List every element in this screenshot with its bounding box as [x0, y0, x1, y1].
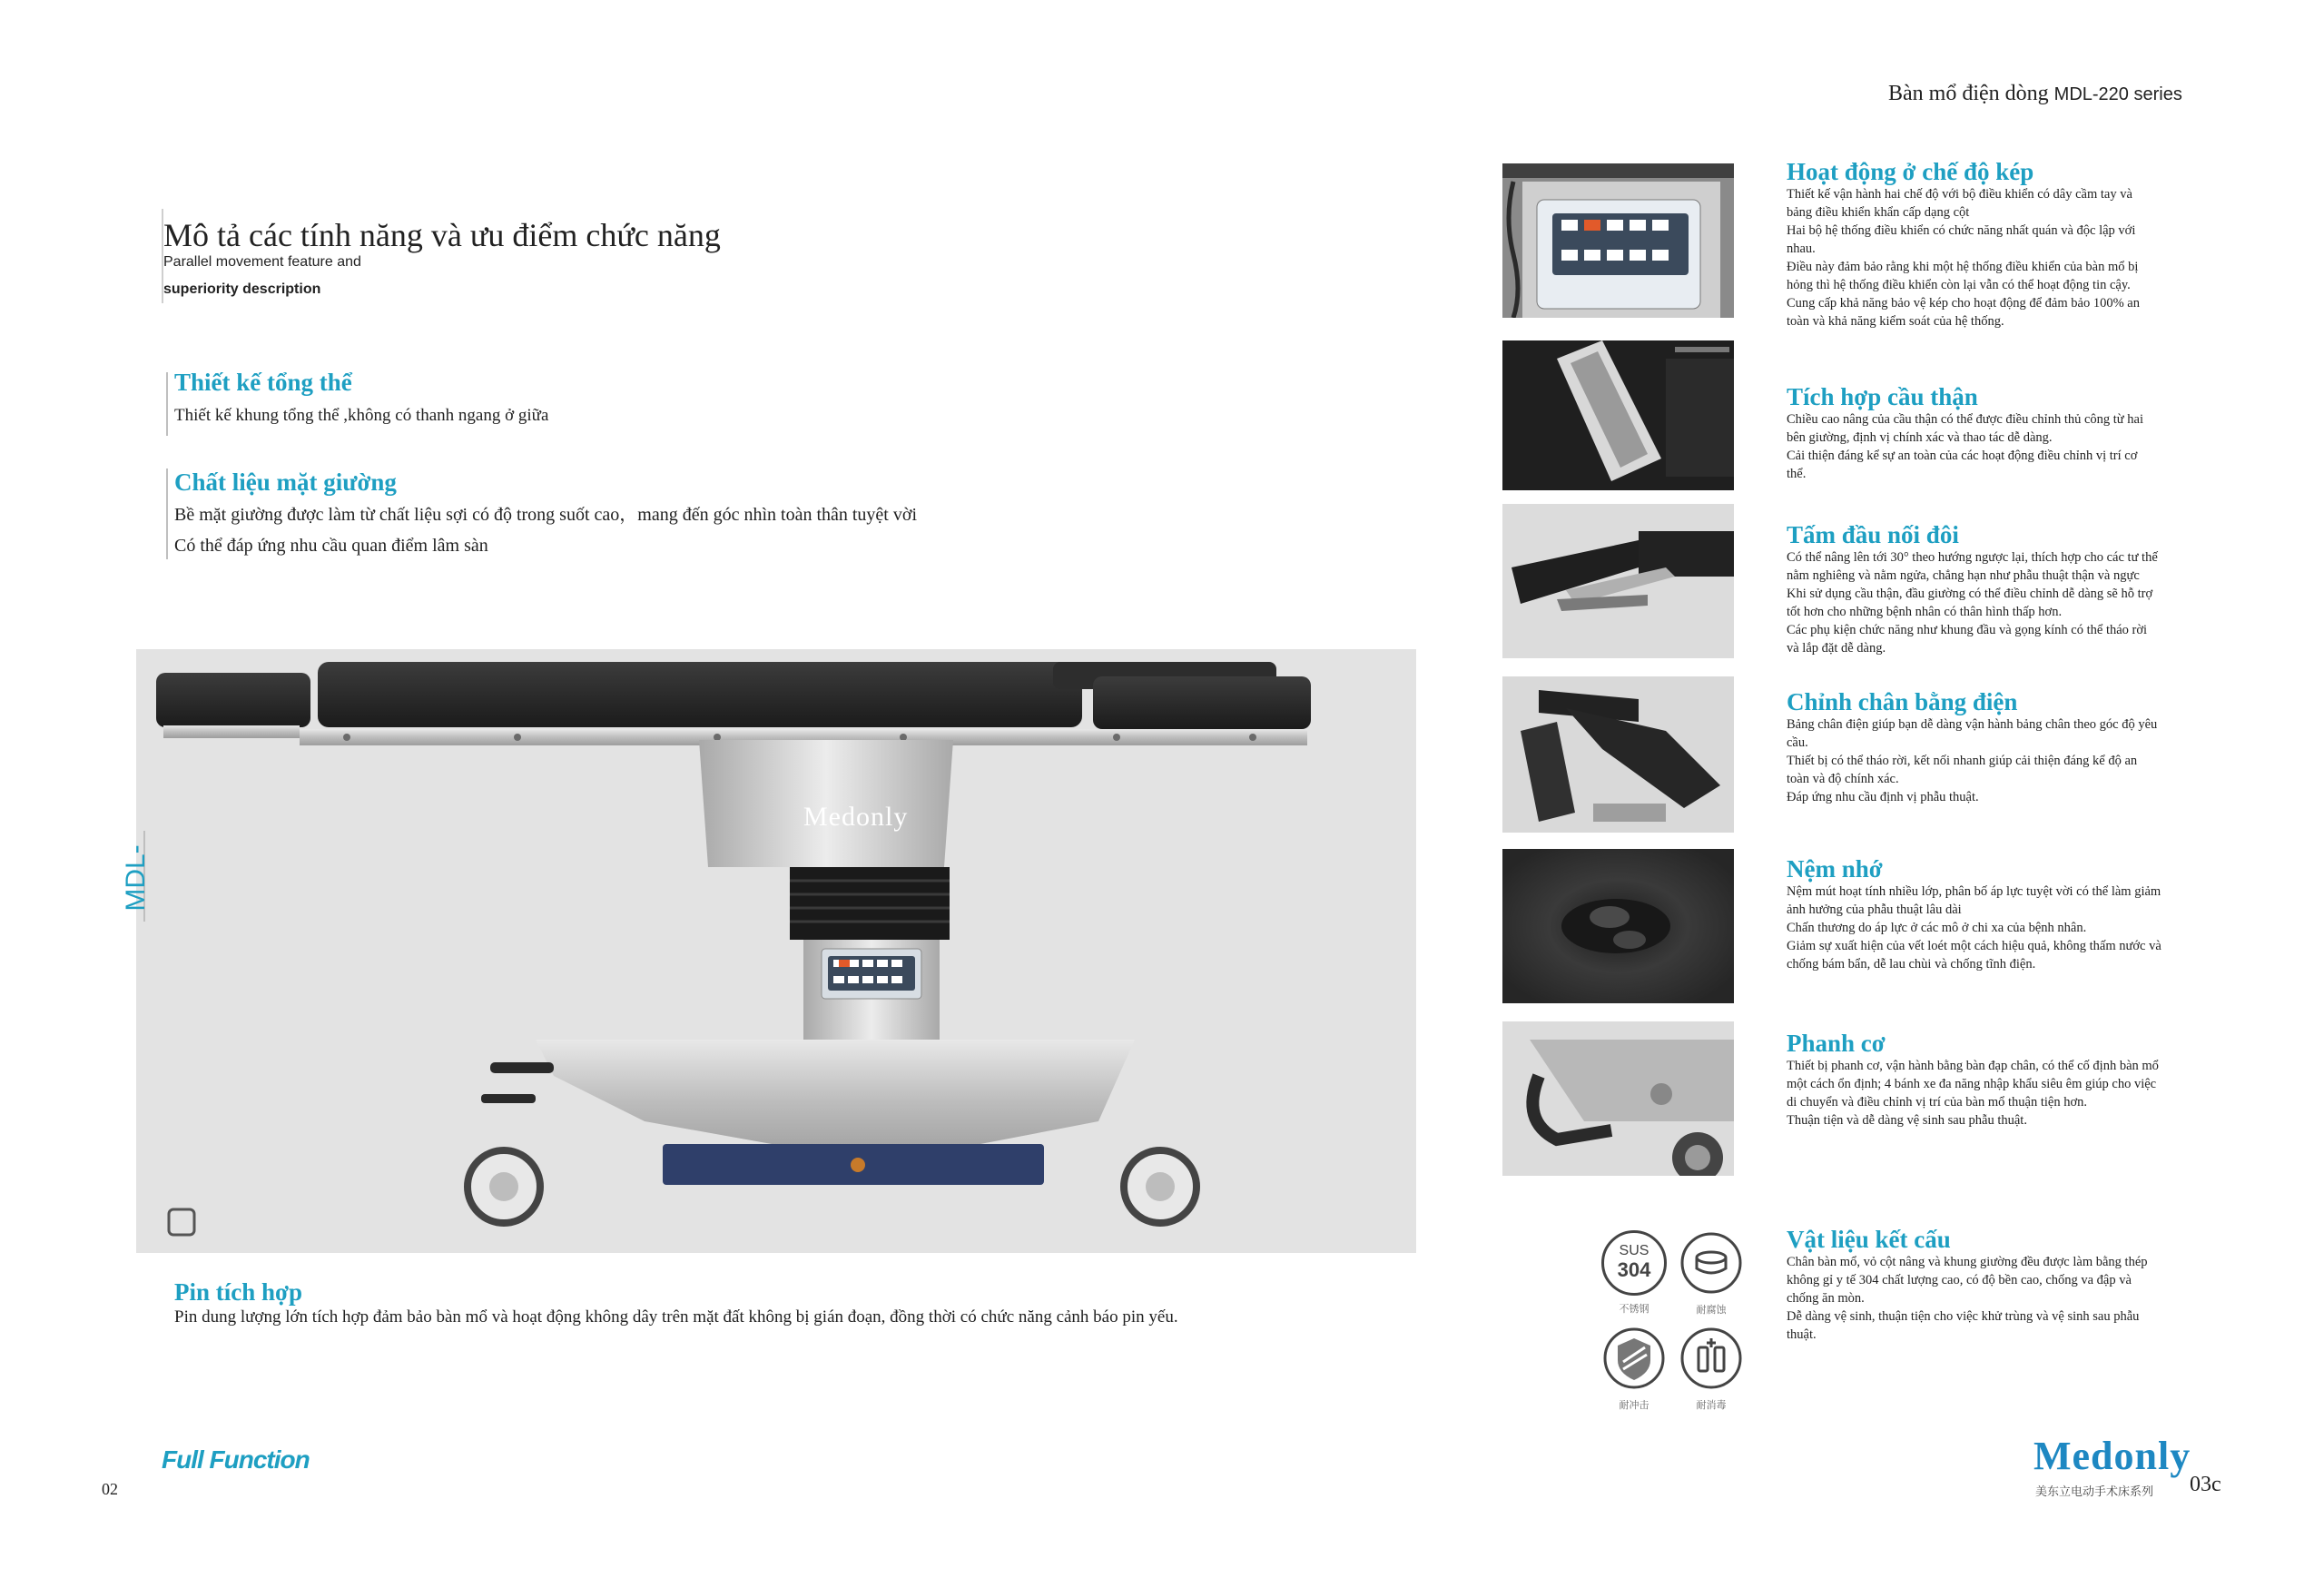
feature-line: Có thể nâng lên tới 30° theo hướng ngược lại, thích hợp cho các tư thế	[1787, 550, 2158, 565]
anti-corrosion-glyph	[1679, 1230, 1744, 1296]
feature-kidney-bridge	[1787, 383, 2295, 483]
operating-table-illustration	[136, 649, 1416, 1253]
feature-structural-material	[1787, 1226, 2295, 1344]
photo-kidney-bridge	[1502, 340, 1734, 490]
series-title: Bàn mổ điện dòng	[1888, 82, 2049, 105]
intro-subtitle-1: Parallel movement feature and	[163, 254, 361, 270]
feature-line: Hai bộ hệ thống điều khiển có chức năng nhất quán và độc lập với	[1787, 223, 2136, 238]
feature-line: Dễ dàng vệ sinh, thuận tiện cho việc khử trùng và vệ sinh sau phẫu	[1787, 1309, 2140, 1324]
feature-line: thể.	[1787, 467, 1807, 481]
product-brand-label: Medonly	[803, 802, 909, 832]
photo-dual-control	[1502, 163, 1734, 318]
feature-line: một cách ổn định; 4 bánh xe đa năng nhập khẩu siêu êm giúp cho việc	[1787, 1077, 2157, 1091]
feature-line: ảnh hưởng của phẫu thuật lâu dài	[1787, 902, 1962, 917]
feature-double-head-plate	[1787, 521, 2295, 657]
feature-line: chống bám bẩn, dễ lau chùi và chống tĩnh điện.	[1787, 957, 2036, 972]
disinfect-glyph	[1679, 1326, 1744, 1391]
feature-title-bed-surface: Chất liệu mặt giường	[174, 469, 397, 496]
feature-title: Chỉnh chân bằng điện	[1787, 688, 2018, 715]
feature-bar	[166, 372, 168, 436]
icon-caption: 不锈钢	[1619, 1304, 1649, 1315]
feature-dual-mode	[1787, 158, 2295, 330]
feature-bar	[166, 469, 168, 559]
page-number-right: 03c	[2190, 1473, 2221, 1496]
feature-title-overall-design: Thiết kế tổng thể	[174, 369, 352, 396]
feature-line: không gỉ y tế 304 chất lượng cao, có độ bền cao, chống va đập và	[1787, 1273, 2132, 1287]
battery-text: Pin dung lượng lớn tích hợp đảm bảo bàn mổ và hoạt động không dây trên mặt đất không bị gián đoạn, đồng thời có chức năng cảnh báo pin yếu.	[174, 1307, 1178, 1327]
disinfect-icon	[1675, 1326, 1748, 1416]
feature-line: Cải thiện đáng kể sự an toàn của các hoạt động điều chỉnh vị trí cơ	[1787, 449, 2138, 463]
feature-line: Chiều cao nâng của cầu thận có thể được điều chỉnh thủ công từ hai	[1787, 412, 2144, 427]
kidney-bridge-image	[1502, 340, 1734, 490]
feature-mechanical-brake	[1787, 1030, 2295, 1129]
intro-title: Mô tả các tính năng và ưu điểm chức năng	[163, 217, 721, 253]
page-header	[1888, 82, 2182, 106]
feature-line: Thiết kế vận hành hai chế độ với bộ điều khiển có dây cầm tay và	[1787, 187, 2132, 202]
page-number-left: 02	[102, 1480, 118, 1498]
head-plate-image	[1502, 504, 1734, 658]
feature-title: Phanh cơ	[1787, 1030, 1886, 1057]
photo-head-plate	[1502, 504, 1734, 658]
feature-line: Giảm sự xuất hiện của vết loét một cách hiệu quả, không thấm nước và	[1787, 939, 2162, 953]
feature-line: di chuyển và điều chỉnh vị trí của bàn mổ thuận tiện hơn.	[1787, 1095, 2088, 1110]
full-function-label: Full Function	[162, 1445, 310, 1474]
side-label: MDL-	[121, 844, 151, 912]
feature-line: Điều này đảm bảo rằng khi một hệ thống điều khiển của bàn mổ bị	[1787, 260, 2139, 274]
icon-caption: 耐腐蚀	[1696, 1305, 1727, 1316]
feature-text-overall-design: Thiết kế khung tổng thể ,không có thanh ngang ở giữa	[174, 406, 549, 425]
feature-line: nhau.	[1787, 242, 1816, 256]
shield-glyph	[1601, 1326, 1667, 1391]
feature-line: Chấn thương do áp lực ở các mô ở chi xa của bệnh nhân.	[1787, 921, 2087, 935]
feature-line: Chân bàn mổ, vỏ cột nâng và khung giường đều được làm bằng thép	[1787, 1255, 2148, 1269]
product-photo	[136, 649, 1416, 1253]
feature-line: toàn và khả năng kiểm soát của hệ thống.	[1787, 314, 2004, 329]
feature-line: cầu.	[1787, 735, 1808, 750]
feature-title: Tấm đầu nối đôi	[1787, 521, 1959, 548]
brake-pedal-image	[1502, 1021, 1734, 1176]
control-panel-image	[1502, 163, 1734, 318]
feature-line: tốt hơn cho những bệnh nhân có thân hình thấp hơn.	[1787, 605, 2063, 619]
feature-line: Thuận tiện và dễ dàng vệ sinh sau phẫu thuật.	[1787, 1113, 2027, 1128]
feature-line: Thiết bị có thể tháo rời, kết nối nhanh giúp cải thiện đáng kể độ an	[1787, 754, 2138, 768]
feature-title: Tích hợp cầu thận	[1787, 383, 1978, 410]
feature-line: Đáp ứng nhu cầu định vị phẫu thuật.	[1787, 790, 1979, 804]
feature-line: Khi sử dụng cầu thận, đầu giường có thể điều chỉnh dễ dàng sẽ hỗ trợ	[1787, 587, 2153, 601]
series-code: MDL-220 series	[2053, 84, 2182, 104]
photo-electric-leg	[1502, 676, 1734, 833]
feature-line: Cung cấp khả năng bảo vệ kép cho hoạt động để đảm bảo 100% an	[1787, 296, 2140, 311]
feature-line: nằm nghiêng và nằm ngửa, chẳng hạn như phẫu thuật thận và ngực	[1787, 568, 2140, 583]
leg-section-image	[1502, 676, 1734, 833]
photo-mechanical-brake	[1502, 1021, 1734, 1176]
feature-memory-foam	[1787, 855, 2295, 973]
feature-title: Vật liệu kết cấu	[1787, 1226, 1951, 1253]
memory-foam-image	[1502, 849, 1734, 1003]
feature-text-bed-surface-2: Có thể đáp ứng nhu cầu quan điểm lâm sàn	[174, 536, 488, 556]
304-label: 304	[1617, 1258, 1651, 1281]
feature-line: thuật.	[1787, 1327, 1817, 1342]
feature-title: Nệm nhớ	[1787, 855, 1883, 883]
shield-icon	[1598, 1326, 1670, 1416]
sus304-icon	[1598, 1230, 1670, 1321]
anti-corrosion-icon	[1675, 1230, 1748, 1321]
battery-title: Pin tích hợp	[174, 1278, 302, 1306]
sus-label: SUS	[1619, 1243, 1649, 1258]
brand-tagline: 美东立电动手术床系列	[2035, 1484, 2154, 1498]
feature-line: chống ăn mòn.	[1787, 1291, 1865, 1306]
feature-line: Bảng chân điện giúp bạn dễ dàng vận hành bảng chân theo góc độ yêu	[1787, 717, 2158, 732]
icon-caption: 耐消毒	[1696, 1400, 1727, 1411]
feature-line: Các phụ kiện chức năng như khung đầu và gọng kính có thể tháo rời	[1787, 623, 2148, 637]
feature-line: toàn và độ chính xác.	[1787, 772, 1899, 786]
intro-subtitle-2: superiority description	[163, 281, 321, 297]
brand-logo: Medonly	[2034, 1434, 2191, 1478]
feature-title: Hoạt động ở chế độ kép	[1787, 158, 2034, 185]
feature-text-bed-surface-1: Bề mặt giường được làm từ chất liệu sợi có độ trong suốt cao，mang đến góc nhìn toàn thân tuyệt vời	[174, 505, 917, 525]
feature-line: hỏng thì hệ thống điều khiển còn lại vẫn có thể hoạt động tin cậy.	[1787, 278, 2131, 292]
icon-caption: 耐冲击	[1619, 1400, 1649, 1411]
feature-electric-leg	[1787, 688, 2295, 806]
feature-line: bảng điều khiển khẩn cấp dạng cột	[1787, 205, 1970, 220]
feature-line: bên giường, định vị chính xác và thao tác dễ dàng.	[1787, 430, 2053, 445]
photo-memory-foam	[1502, 849, 1734, 1003]
feature-line: và lắp đặt dễ dàng.	[1787, 641, 1886, 656]
feature-line: Nệm mút hoạt tính nhiều lớp, phân bố áp lực tuyệt vời có thể làm giảm	[1787, 884, 2162, 899]
feature-line: Thiết bị phanh cơ, vận hành bằng bàn đạp chân, có thể cố định bàn mổ	[1787, 1059, 2159, 1073]
